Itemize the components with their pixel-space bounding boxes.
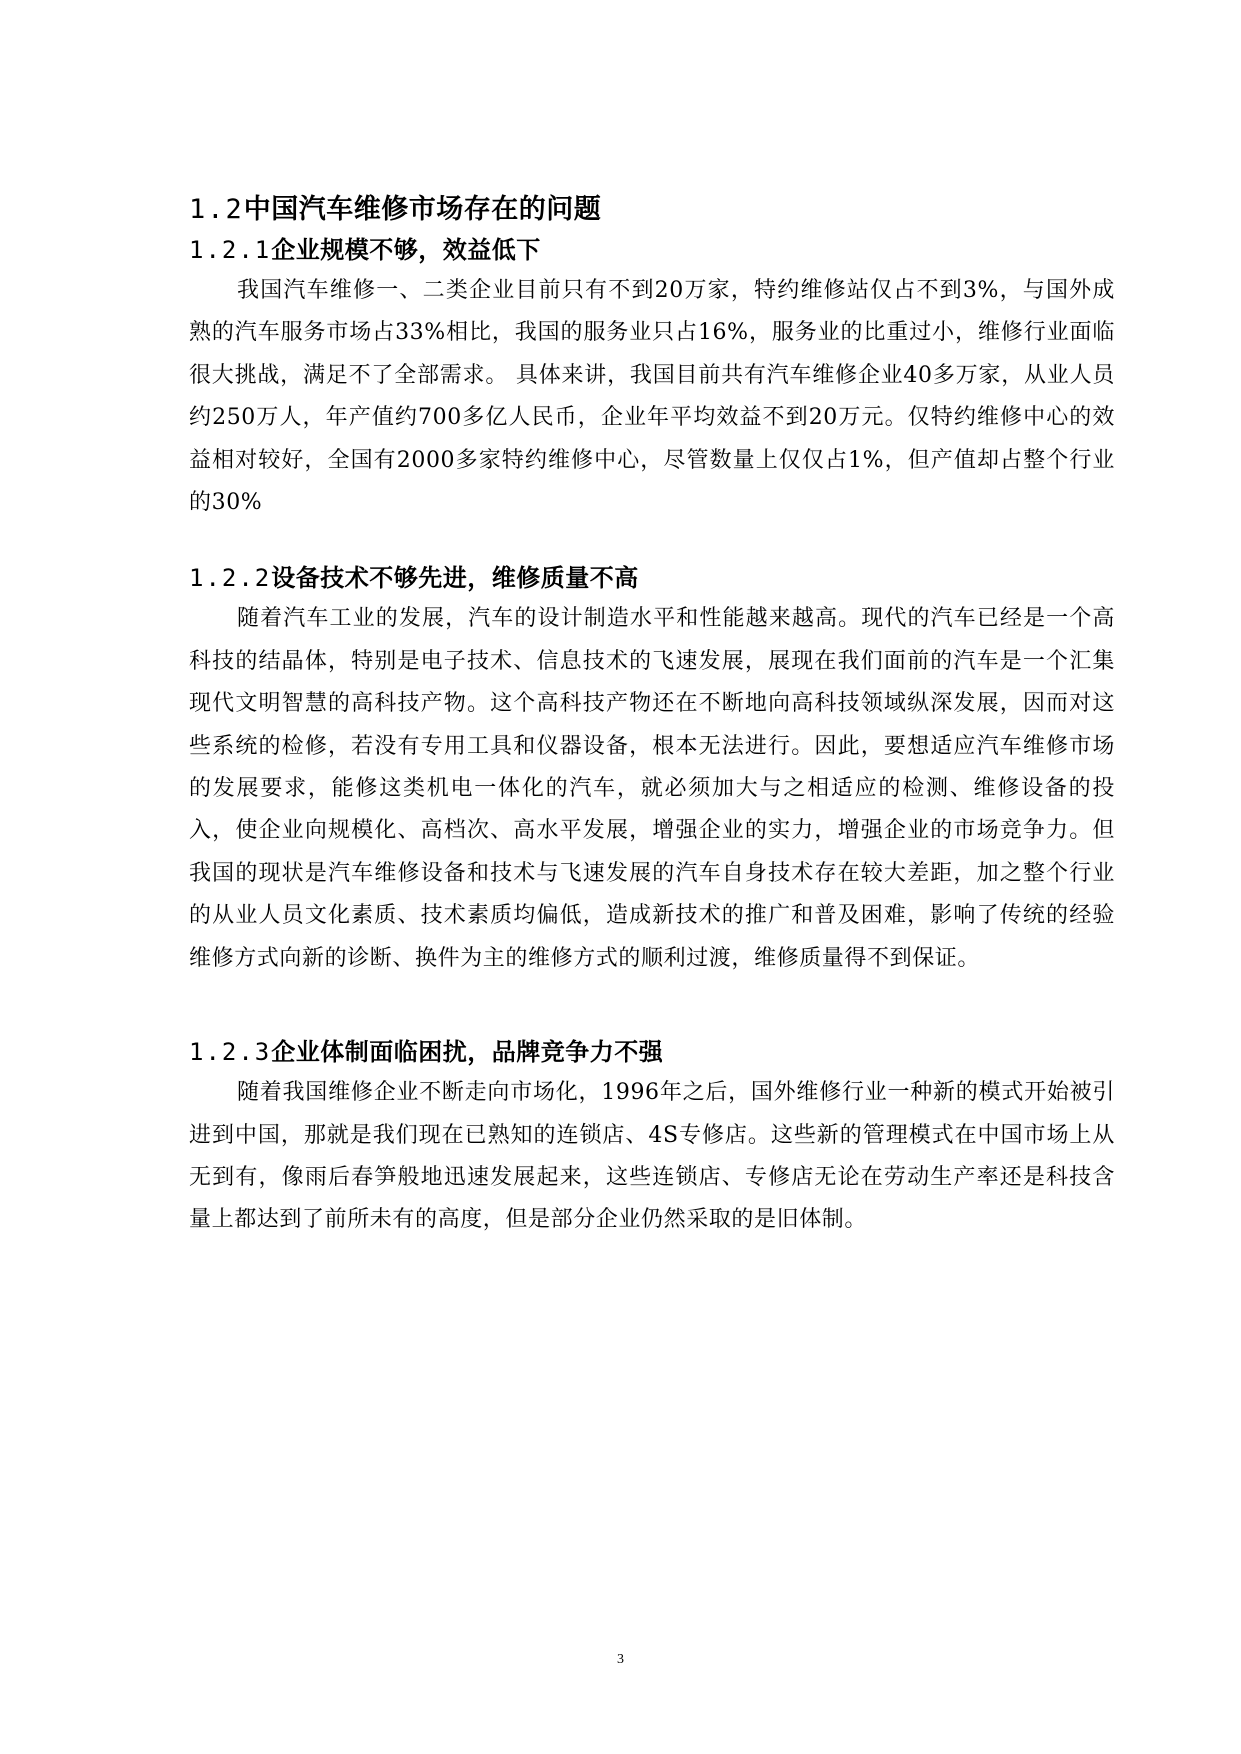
subsection-heading [189, 558, 1115, 598]
subsection-title-text: 设备技术不够先进，维修质量不高 [271, 564, 639, 593]
subsection-1-2-2 [189, 558, 1115, 980]
body-paragraph: 我国汽车维修一、二类企业目前只有不到20万家，特约维修站仅占不到3%，与国外成熟的汽车服务市场占33%相比，我国的服务业只占16%，服务业的比重过小，维修行业面临很大挑战，满足不了全部需求。 具体来讲，我国目前共有汽车维修企业40多万家，从业人员约250万人，年产值约700多亿人民币，企业年平均效益不到20万元。仅特约维修中心的效益相对较好，全国有2000多家特约维修中心，尽管数量上仅仅占1%，但产值却占整个行业的30% [189, 278, 1115, 516]
subsection-1-2-3 [189, 1032, 1115, 1242]
subsection-number: 1.2.3 [189, 1038, 272, 1067]
page-content [189, 190, 1115, 1242]
section-title-text: 中国汽车维修市场存在的问题 [243, 194, 602, 225]
body-paragraph: 随着汽车工业的发展，汽车的设计制造水平和性能越来越高。现代的汽车已经是一个高科技的结晶体，特别是电子技术、信息技术的飞速发展，展现在我们面前的汽车是一个汇集现代文明智慧的高科技产物。这个高科技产物还在不断地向高科技领域纵深发展，因而对这些系统的检修，若没有专用工具和仪器设备，根本无法进行。因此，要想适应汽车维修市场的发展要求，能修这类机电一体化的汽车，就必须加大与之相适应的检测、维修设备的投入，使企业向规模化、高档次、高水平发展，增强企业的实力，增强企业的市场竞争力。但我国的现状是汽车维修设备和技术与飞速发展的汽车自身技术存在较大差距，加之整个行业的从业人员文化素质、技术素质均偏低，造成新技术的推广和普及困难，影响了传统的经验维修方式向新的诊断、换件为主的维修方式的顺利过渡，维修质量得不到保证。 [189, 606, 1115, 971]
section-number: 1.2 [189, 194, 244, 225]
section-heading [189, 190, 1115, 230]
subsection-heading [189, 230, 1115, 270]
body-paragraph: 随着我国维修企业不断走向市场化，1996年之后，国外维修行业一种新的模式开始被引进到中国，那就是我们现在已熟知的连锁店、4S专修店。这些新的管理模式在中国市场上从无到有，像雨后春笋般地迅速发展起来，这些连锁店、专修店无论在劳动生产率还是科技含量上都达到了前所未有的高度，但是部分企业仍然采取的是旧体制。 [189, 1080, 1115, 1233]
subsection-heading [189, 1032, 1115, 1072]
subsection-title-text: 企业体制面临困扰，品牌竞争力不强 [271, 1038, 664, 1067]
subsection-number: 1.2.2 [189, 564, 272, 593]
subsection-1-2-1 [189, 230, 1115, 524]
subsection-title-text: 企业规模不够，效益低下 [271, 236, 541, 264]
page-number: 3 [617, 1652, 624, 1667]
subsection-number: 1.2.1 [189, 236, 272, 264]
